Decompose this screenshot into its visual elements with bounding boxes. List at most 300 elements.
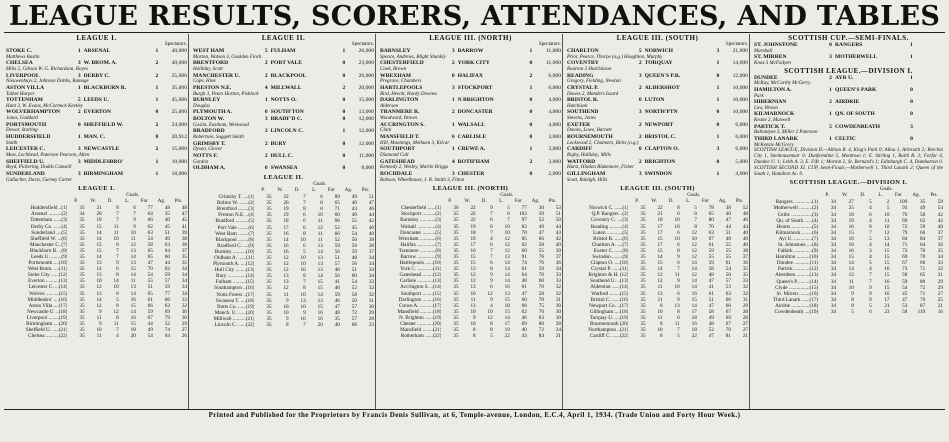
stat-cell: 11 bbox=[657, 284, 663, 291]
stat-cell: 10 bbox=[300, 291, 306, 298]
stat-cell: 73 bbox=[902, 248, 908, 255]
stat-cell: 34 bbox=[830, 235, 837, 242]
result-row bbox=[754, 136, 943, 143]
away-score: 3 bbox=[910, 123, 913, 130]
home-team: BURNLEY bbox=[193, 97, 221, 104]
stat-cell: 47 bbox=[521, 290, 527, 297]
team-name: West Brom. ....(11) bbox=[27, 266, 68, 273]
stat-cell: 10 bbox=[113, 235, 119, 242]
stat-cell: 87 bbox=[919, 302, 926, 309]
stat-cell: 8 bbox=[490, 266, 493, 273]
stat-cell: 12 bbox=[283, 255, 289, 262]
stat-cell: 49 bbox=[147, 327, 153, 334]
stat-cell: 11 bbox=[317, 230, 323, 237]
stat-cell: 34 bbox=[830, 284, 837, 291]
team-name: Swindon ........(9) bbox=[592, 254, 629, 261]
stat-cell: 13 bbox=[504, 254, 510, 261]
stat-cell: 35 bbox=[742, 272, 749, 279]
stat-cell: 8 bbox=[694, 211, 697, 218]
stat-cell: 8 bbox=[116, 272, 119, 279]
stat-cell: 63 bbox=[708, 229, 714, 236]
result-row bbox=[193, 60, 374, 67]
stat-cell: 15 bbox=[130, 266, 136, 273]
away-team: CELTIC bbox=[835, 136, 856, 143]
stat-cell: 7 bbox=[116, 247, 119, 254]
stat-cell: 81 bbox=[725, 333, 731, 340]
stat-cell: 28 bbox=[742, 308, 749, 315]
stat-cell: 35 bbox=[79, 290, 85, 297]
stat-cell: 66 bbox=[725, 296, 731, 303]
sub-heading: SCOTTISH LEAGUE.—DIVISION I. bbox=[784, 66, 913, 75]
stat-cell: 35 bbox=[164, 211, 170, 218]
stat-cell: 13 bbox=[317, 255, 323, 262]
stat-cell: 84 bbox=[538, 333, 544, 340]
stat-cell: 42 bbox=[555, 235, 562, 242]
away-score: 2 bbox=[155, 146, 159, 153]
result-row bbox=[6, 109, 187, 116]
stat-cell: 19 bbox=[283, 206, 289, 213]
home-team: WOLVERHAMPTON bbox=[6, 109, 61, 116]
away-team: WALSALL bbox=[457, 121, 485, 128]
home-score: 0 bbox=[264, 165, 268, 172]
stat-cell: 7 bbox=[490, 211, 493, 218]
col-header: P. bbox=[74, 199, 78, 205]
stat-cell: 7 bbox=[490, 247, 493, 254]
stat-cell: 15 bbox=[130, 302, 136, 309]
stat-cell: 29 bbox=[937, 278, 943, 285]
away-team: SWINDON bbox=[644, 170, 672, 177]
stat-cell: 15 bbox=[884, 284, 890, 291]
team-name: Crewe A. ..........(17) bbox=[398, 302, 442, 309]
stat-cell: 35 bbox=[266, 224, 272, 231]
result-row bbox=[754, 111, 943, 118]
stat-cell: 35 bbox=[453, 247, 459, 254]
scorers: Davies, Lowe, Barnett bbox=[567, 128, 612, 134]
stat-cell: 19 bbox=[96, 217, 102, 224]
stat-cell: 13 bbox=[317, 261, 323, 268]
stat-cell: 14 bbox=[691, 278, 697, 285]
stat-cell: 22 bbox=[504, 333, 510, 340]
team-name: Cardiff C. ......(22) bbox=[589, 333, 629, 340]
stat-cell: 6 bbox=[116, 266, 119, 273]
stat-cell: 45 bbox=[351, 224, 357, 231]
stat-cell: 60 bbox=[334, 212, 340, 219]
stat-cell: 69 bbox=[902, 254, 908, 261]
stat-cell: 61 bbox=[521, 284, 527, 291]
stat-cell: 70 bbox=[919, 254, 926, 261]
home-score: 5 bbox=[638, 48, 642, 54]
away-team: QUEEN'S P.R. bbox=[644, 72, 681, 79]
stat-cell: 36 bbox=[742, 260, 749, 267]
stat-cell: 8 bbox=[303, 285, 306, 292]
stat-cell: 34 bbox=[830, 290, 837, 297]
stat-cell: 5 bbox=[851, 309, 854, 316]
scorers: Clark bbox=[380, 128, 392, 134]
stat-cell: 10 bbox=[470, 290, 476, 297]
stat-cell: 6 bbox=[490, 241, 493, 248]
stat-cell: 9 bbox=[869, 296, 872, 303]
stat-cell: 84 bbox=[902, 235, 908, 242]
team-name: Notts Co. ......(19) bbox=[216, 303, 255, 310]
stat-cell: 5 bbox=[869, 199, 872, 206]
home-team: ROCHDALE bbox=[380, 170, 413, 177]
stat-cell: 59 bbox=[708, 260, 714, 267]
stat-cell: 17 bbox=[691, 308, 697, 315]
stat-cell: 14 bbox=[130, 254, 136, 261]
stat-cell: 57 bbox=[351, 315, 357, 322]
away-score: 2 bbox=[155, 121, 159, 128]
result-row bbox=[567, 73, 748, 80]
away-score: 0 bbox=[342, 140, 346, 147]
col-header: W. bbox=[842, 193, 848, 199]
team-name: Darlington ........(16) bbox=[398, 296, 442, 303]
stat-cell: 66 bbox=[521, 302, 527, 309]
stat-cell: 11 bbox=[674, 272, 680, 279]
stat-cell: 8 bbox=[116, 302, 119, 309]
stat-cell: 12 bbox=[848, 272, 854, 279]
away-score: 1 bbox=[342, 128, 346, 135]
stat-cell: 39 bbox=[538, 211, 544, 218]
home-team: BRISTOL R. bbox=[567, 97, 599, 104]
team-name: Leeds U. ........(9) bbox=[31, 254, 68, 261]
stat-cell: 50 bbox=[555, 217, 562, 224]
stat-cell: 32 bbox=[181, 302, 188, 309]
away-team: EVERTON bbox=[83, 109, 111, 116]
stat-cell: 10 bbox=[283, 309, 289, 316]
stat-cell: 13 bbox=[657, 290, 663, 297]
stat-cell: 8 bbox=[677, 247, 680, 254]
spectators-label: Spectators. bbox=[164, 42, 187, 47]
stat-cell: 6 bbox=[869, 309, 872, 316]
col-header: L. bbox=[686, 199, 691, 205]
stat-cell: 47 bbox=[708, 278, 714, 285]
stat-cell: 54 bbox=[147, 272, 153, 279]
stat-cell: 64 bbox=[521, 272, 527, 279]
team-name: Falkirk ..............(9) bbox=[777, 248, 819, 255]
stat-cell: 35 bbox=[181, 260, 188, 267]
away-score: 1 bbox=[716, 60, 720, 67]
stat-cell: 51 bbox=[147, 284, 153, 291]
stat-cell: 16 bbox=[317, 315, 323, 322]
attendance: 3,000 bbox=[548, 158, 562, 165]
stat-cell: 22 bbox=[283, 194, 289, 201]
col-header: Ag. bbox=[157, 199, 166, 205]
stat-cell: 22 bbox=[470, 217, 476, 224]
away-score: 0 bbox=[155, 109, 159, 116]
stat-cell: 34 bbox=[181, 284, 188, 291]
stat-cell: 97 bbox=[521, 217, 527, 224]
stat-cell: 10 bbox=[674, 284, 680, 291]
stat-cell: 30 bbox=[555, 308, 562, 315]
stat-cell: 34 bbox=[368, 267, 375, 274]
stat-cell: 59 bbox=[351, 248, 357, 255]
stat-cell: 31 bbox=[742, 296, 749, 303]
away-score: 1 bbox=[342, 48, 346, 54]
away-score: 0 bbox=[910, 99, 913, 106]
stat-cell: 9 bbox=[490, 278, 493, 285]
stat-cell: 80 bbox=[708, 217, 714, 224]
result-row bbox=[193, 97, 374, 104]
home-team: HAMILTON A. bbox=[754, 86, 792, 93]
team-name: Exeter C. ......(8) bbox=[593, 247, 629, 254]
stat-cell: 13 bbox=[96, 290, 102, 297]
stat-cell: 35 bbox=[453, 327, 459, 334]
stat-cell: 44 bbox=[725, 223, 731, 230]
stat-cell: 37 bbox=[555, 254, 562, 261]
stat-cell: 35 bbox=[266, 218, 272, 225]
result-row bbox=[567, 122, 748, 129]
stat-cell: 71 bbox=[919, 290, 926, 297]
away-score: 2 bbox=[155, 72, 159, 79]
attendance: 25,000 bbox=[171, 109, 188, 116]
result-row bbox=[380, 159, 561, 166]
table-heading: LEAGUE III. (NORTH) bbox=[432, 185, 509, 193]
result-row bbox=[754, 42, 943, 49]
stat-cell: 52 bbox=[334, 224, 340, 231]
stat-cell: 32 bbox=[555, 284, 562, 291]
stat-cell: 10 bbox=[317, 212, 323, 219]
away-score: 2 bbox=[155, 60, 159, 67]
stat-cell: 7 bbox=[869, 272, 872, 279]
stat-cell: 34 bbox=[937, 254, 943, 261]
stat-cell: 54 bbox=[351, 230, 357, 237]
stat-cell: 12 bbox=[884, 229, 890, 236]
home-score: 3 bbox=[638, 170, 642, 177]
stat-cell: 13 bbox=[130, 247, 136, 254]
team-name: Charlton A. ....(7) bbox=[591, 241, 629, 248]
stat-cell: 76 bbox=[538, 254, 544, 261]
stat-cell: 13 bbox=[884, 235, 890, 242]
away-team: YORK CITY bbox=[457, 60, 490, 67]
team-name: Wrexham ............(6) bbox=[398, 235, 442, 242]
stat-cell: 54 bbox=[351, 279, 357, 286]
home-team: MANCHESTER U. bbox=[193, 72, 240, 79]
team-name: Burnley ..........(10) bbox=[214, 248, 255, 255]
stat-cell: 14 bbox=[96, 296, 102, 303]
stat-cell: 14 bbox=[884, 242, 890, 249]
stat-cell: 57 bbox=[725, 278, 731, 285]
team-name: Blackburn R. ..(8) bbox=[29, 247, 68, 254]
stat-cell: 10 bbox=[691, 235, 697, 242]
col-header: L. bbox=[312, 188, 317, 194]
stat-cell: 50 bbox=[351, 297, 357, 304]
stat-cell: 35 bbox=[453, 241, 459, 248]
team-name: Southampton ..(16) bbox=[214, 285, 255, 292]
stat-cell: 109 bbox=[899, 199, 908, 206]
stat-cell: 38 bbox=[725, 205, 731, 212]
attendance: 8,000 bbox=[361, 165, 375, 172]
stat-cell: 8 bbox=[851, 302, 854, 309]
away-team: AIRDRIE bbox=[835, 99, 860, 106]
away-score: 2 bbox=[529, 158, 533, 165]
stat-cell: 10 bbox=[300, 236, 306, 243]
team-name: Barnsley ............(3) bbox=[400, 217, 442, 224]
stat-cell: 41 bbox=[708, 284, 714, 291]
team-name: Blackpool ........(8) bbox=[215, 236, 255, 243]
stat-cell: 9 bbox=[490, 205, 493, 212]
home-team: HUDDERSFIELD bbox=[6, 134, 51, 141]
home-score: 1 bbox=[77, 84, 81, 91]
stat-cell: 55 bbox=[725, 247, 731, 254]
stat-cell: 42 bbox=[368, 218, 375, 225]
away-team: MAN. C. bbox=[83, 134, 106, 141]
stat-cell: 29 bbox=[181, 321, 188, 328]
home-team: CHARLTON bbox=[567, 48, 599, 54]
stat-cell: 17 bbox=[283, 224, 289, 231]
stat-cell: 35 bbox=[453, 284, 459, 291]
result-row bbox=[6, 159, 187, 166]
away-score: 0 bbox=[342, 60, 346, 67]
stat-cell: 9 bbox=[286, 297, 289, 304]
team-name: Airdrie ..............(18) bbox=[775, 302, 819, 309]
stat-cell: 66 bbox=[538, 235, 544, 242]
stat-cell: 14 bbox=[504, 314, 510, 321]
stat-cell: 64 bbox=[919, 242, 926, 249]
away-score: 1 bbox=[155, 84, 159, 91]
away-score: 0 bbox=[342, 153, 346, 160]
stat-cell: 43 bbox=[521, 333, 527, 340]
stat-cell: 49 bbox=[919, 205, 926, 212]
stat-cell: 35 bbox=[640, 223, 646, 230]
stat-cell: 35 bbox=[640, 235, 646, 242]
stat-cell: 16 bbox=[848, 248, 854, 255]
stat-cell: 46 bbox=[368, 206, 375, 213]
away-team: BURY bbox=[270, 140, 287, 147]
home-team: SUNDERLAND bbox=[6, 170, 45, 177]
stat-cell: 35 bbox=[640, 260, 646, 267]
stat-cell: 9 bbox=[286, 315, 289, 322]
stat-cell: 58 bbox=[147, 241, 153, 248]
stat-cell: 17 bbox=[470, 241, 476, 248]
stat-cell: 35 bbox=[453, 272, 459, 279]
stat-cell: 11 bbox=[96, 314, 102, 321]
scorers: Bird, Hewitt, Hardy Downes bbox=[380, 91, 437, 97]
home-score: 5 bbox=[264, 48, 268, 54]
attendance: 14,000 bbox=[732, 60, 749, 67]
stat-cell: 12 bbox=[691, 229, 697, 236]
stat-cell: 59 bbox=[334, 242, 340, 249]
stat-cell: 15 bbox=[504, 308, 510, 315]
scorers: Mills 2, Gibson W. G. Richardson, Boyes bbox=[6, 67, 88, 72]
away-score: 0 bbox=[342, 109, 346, 116]
stat-cell: 76 bbox=[919, 296, 926, 303]
team-name: Chelsea ..........(22) bbox=[28, 333, 68, 340]
stat-cell: 13 bbox=[470, 266, 476, 273]
home-team: TOTTENHAM bbox=[6, 97, 43, 104]
stat-cell: 13 bbox=[283, 273, 289, 280]
away-team: STOCKPORT bbox=[457, 84, 493, 91]
away-team: BARROW bbox=[457, 48, 484, 54]
stat-cell: 6 bbox=[133, 205, 136, 212]
home-score: 6 bbox=[451, 134, 455, 141]
stat-cell: 10 bbox=[300, 315, 306, 322]
home-score: 2 bbox=[264, 60, 268, 67]
result-row bbox=[754, 75, 943, 82]
home-team: HARTLEPOOLS bbox=[380, 84, 423, 91]
team-name: Carlisle ............(13) bbox=[399, 278, 442, 285]
team-name: Oldham A. ......(11) bbox=[214, 255, 255, 262]
scorers: Cape, Hine bbox=[193, 79, 216, 85]
stat-cell: 8 bbox=[660, 321, 663, 328]
team-name: Southport ........(15) bbox=[400, 290, 442, 297]
team-name: Gillingham ....(18) bbox=[589, 308, 629, 315]
attendance: 12,000 bbox=[358, 140, 375, 147]
stat-cell: 40 bbox=[164, 217, 170, 224]
away-team: HULL C. bbox=[270, 153, 293, 160]
stat-cell: 34 bbox=[830, 229, 837, 236]
stat-cell: 5 bbox=[886, 205, 890, 212]
stat-cell: 69 bbox=[521, 321, 527, 328]
stat-cell: 21 bbox=[96, 205, 102, 212]
home-team: BRENTFORD bbox=[193, 60, 229, 67]
stat-cell: 11 bbox=[317, 218, 323, 225]
stat-cell: 35 bbox=[640, 278, 646, 285]
stat-cell: 7 bbox=[303, 279, 306, 286]
stat-cell: 24 bbox=[555, 327, 562, 334]
stat-cell: 35 bbox=[266, 279, 272, 286]
stat-cell: 58 bbox=[538, 290, 544, 297]
stat-cell: 30 bbox=[368, 303, 375, 310]
scorers: Nieuwenhuys 2, Johnson Dobbs, Ramage bbox=[6, 79, 89, 85]
stat-cell: 62 bbox=[521, 308, 527, 315]
home-team: THIRD LANARK bbox=[754, 136, 798, 143]
stat-cell: 35 bbox=[79, 229, 85, 236]
away-score: 0 bbox=[529, 121, 533, 128]
attendance: 11,000 bbox=[358, 153, 375, 160]
stat-cell: 12 bbox=[691, 254, 697, 261]
stat-cell: 37 bbox=[937, 235, 943, 242]
stat-cell: 8 bbox=[869, 223, 872, 230]
stat-cell: 46 bbox=[334, 267, 340, 274]
stat-cell: 66 bbox=[147, 302, 153, 309]
away-team: NORWICH bbox=[644, 48, 673, 54]
stat-cell: 5 bbox=[869, 302, 872, 309]
stat-cell: 67 bbox=[708, 235, 714, 242]
result-row bbox=[193, 141, 374, 148]
stat-cell: 35 bbox=[453, 254, 459, 261]
stat-cell: 15 bbox=[884, 254, 890, 261]
stat-cell: 52 bbox=[351, 285, 357, 292]
stat-cell: 49 bbox=[538, 223, 544, 230]
scorers: Stevens, Jones bbox=[567, 116, 596, 122]
stat-cell: 35 bbox=[79, 321, 85, 328]
home-team: BRADFORD bbox=[193, 128, 225, 135]
stat-cell: 35 bbox=[453, 266, 459, 273]
stat-cell: 65 bbox=[147, 290, 153, 297]
team-name: Northampton ..(21) bbox=[588, 327, 629, 334]
col-header: Pts. bbox=[930, 193, 938, 199]
away-score: 1 bbox=[716, 134, 720, 141]
home-team: READING bbox=[567, 72, 594, 79]
stat-cell: 59 bbox=[902, 278, 908, 285]
scorers: Ballantyne 3, Miller 2 Paterson bbox=[754, 130, 818, 136]
stat-cell: 29 bbox=[368, 309, 375, 316]
goals-label: Goals. bbox=[126, 193, 140, 199]
away-team: BLACKBURN R. bbox=[83, 84, 127, 91]
stat-cell: 77 bbox=[521, 205, 527, 212]
col-header: D. bbox=[107, 199, 113, 205]
team-name: Aldershot ......(14) bbox=[590, 284, 629, 291]
stat-cell: 16 bbox=[884, 290, 890, 297]
col-header: For bbox=[514, 199, 522, 205]
attendance: 6,000 bbox=[735, 121, 749, 128]
stat-cell: 29 bbox=[742, 302, 749, 309]
stat-cell: 35 bbox=[640, 247, 646, 254]
stat-cell: 77 bbox=[164, 290, 170, 297]
away-score: 0 bbox=[716, 109, 720, 116]
team-name: Everton ..........(13) bbox=[28, 278, 68, 285]
stat-cell: 11 bbox=[674, 321, 680, 328]
